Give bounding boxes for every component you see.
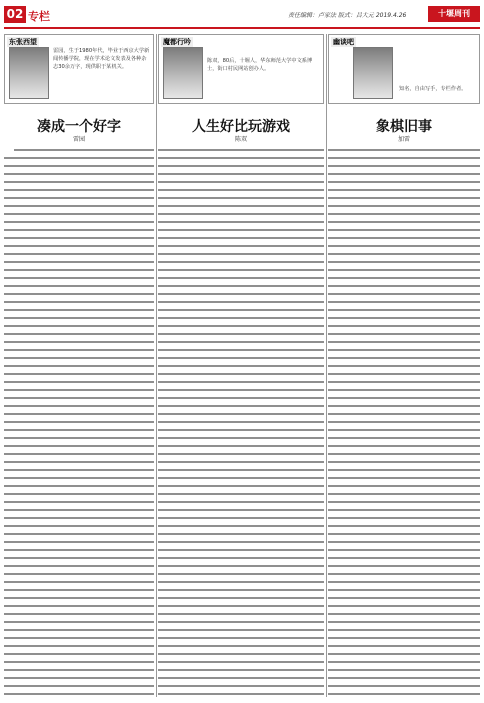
editor-meta: 责任编辑：卢家法 版式：吕大元 2019.4.26 — [288, 12, 407, 19]
column-rule — [326, 34, 327, 697]
article-title: 凑成一个好字 — [37, 119, 121, 135]
page-header — [0, 0, 484, 30]
article-title: 象棋旧事 — [376, 119, 432, 135]
article-column-2 — [158, 34, 324, 697]
header-divider — [4, 27, 480, 29]
author-photo — [353, 47, 393, 99]
author-photo — [9, 47, 49, 99]
author-bio: 雷园，生于1980年代，毕业于西京大学新闻传播学院，现在学术论文发表及各种杂志30余万字，现供职于某机关。 — [53, 48, 150, 70]
author-box — [158, 34, 324, 104]
author-box — [328, 34, 480, 104]
column-tag: 东张西望 — [9, 38, 37, 46]
column-rule — [156, 34, 157, 697]
article-title: 人生好比玩游戏 — [192, 119, 290, 135]
column-tag: 幽谈吧 — [333, 38, 354, 46]
author-box — [4, 34, 154, 104]
page-number: 02 — [4, 6, 26, 23]
article-byline: 加雷 — [397, 136, 410, 143]
article-body — [328, 146, 480, 697]
article-column-3 — [328, 34, 480, 697]
author-bio: 陈双，80后，十堰人，华东师范大学中文系博士，街口村民网站创办人。 — [207, 58, 313, 72]
article-byline: 雷园 — [72, 136, 85, 143]
article-body — [158, 146, 324, 697]
article-column-1 — [4, 34, 154, 697]
article-byline: 陈双 — [234, 136, 247, 143]
column-tag: 魔都行吟 — [163, 38, 191, 46]
publication-brand: 十堰周刊 — [428, 6, 480, 22]
page-section-name: 专栏 — [28, 10, 50, 23]
author-photo — [163, 47, 203, 99]
article-body — [4, 146, 154, 697]
author-bio: 知名，自由写手，专栏作者。 — [399, 86, 467, 92]
